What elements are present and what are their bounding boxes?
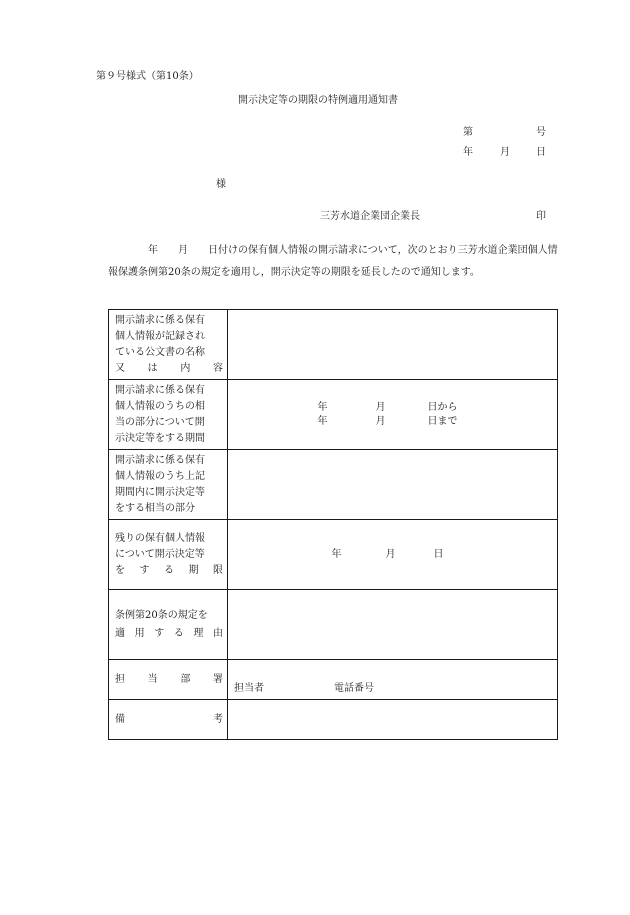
notice-body: 年 月 日付けの保有個人情報の開示請求について，次のとおり三芳水道企業団個人情報保護条例第20条の規定を適用し，開示決定等の期限を延長したので通知します。 xyxy=(108,245,558,278)
label-line: 個人情報が記録され xyxy=(115,330,205,342)
row-label-portion xyxy=(109,450,228,520)
label-char: 署 xyxy=(212,673,223,685)
from-year: 年 xyxy=(317,401,328,413)
label-line xyxy=(115,361,223,377)
department-fields xyxy=(228,682,557,699)
row-label-document xyxy=(109,310,228,380)
label-char: 由 xyxy=(212,627,223,639)
form-code: 第９号様式（第10条） xyxy=(96,71,199,82)
value-portion[interactable] xyxy=(228,450,558,520)
label-char: 当 xyxy=(147,673,158,685)
label-line: ている公文書の名称 xyxy=(115,346,205,358)
label-line xyxy=(109,672,227,688)
label-char: は xyxy=(147,362,158,374)
phone-number-label: 電話番号 xyxy=(334,683,374,694)
issue-date-month: 月 xyxy=(500,147,510,158)
addressee-honorific: 様 xyxy=(216,179,226,190)
table-row-department xyxy=(109,660,558,700)
label-char: 内 xyxy=(180,362,191,374)
label-line: 個人情報のうちの相 xyxy=(115,400,205,412)
label-char: 担 xyxy=(115,673,125,685)
to-year: 年 xyxy=(317,415,328,427)
label-char: を xyxy=(115,564,125,576)
table-row-remarks xyxy=(109,700,558,740)
from-month: 月 xyxy=(375,401,386,413)
value-deadline[interactable] xyxy=(228,520,558,590)
label-char: す xyxy=(139,564,150,576)
label-line: 残りの保有個人情報 xyxy=(115,532,205,544)
label-char: す xyxy=(154,627,165,639)
label-line: をする相当の部分 xyxy=(115,502,195,514)
row-label-deadline xyxy=(109,520,228,590)
table-row-reason xyxy=(109,590,558,660)
ref-number-suffix: 号 xyxy=(536,127,546,138)
label-line: 示決定等をする期間 xyxy=(115,432,205,444)
issue-date-day: 日 xyxy=(536,147,546,158)
label-line: 条例第20条の規定を xyxy=(115,609,208,621)
label-char: 用 xyxy=(134,627,145,639)
label-char: 適 xyxy=(115,627,125,639)
label-line: 期間内に開示決定等 xyxy=(115,486,205,498)
deadline-month: 月 xyxy=(385,548,396,560)
label-char: 又 xyxy=(115,362,125,374)
period-dates xyxy=(318,401,468,429)
label-line: 開示請求に係る保有 xyxy=(115,314,205,326)
row-label-department xyxy=(109,660,228,700)
label-char: 期 xyxy=(188,564,199,576)
label-char: 容 xyxy=(212,362,223,374)
label-line xyxy=(115,563,223,579)
row-label-period xyxy=(109,380,228,450)
label-line: について開示決定等 xyxy=(115,548,205,560)
deadline-day: 日 xyxy=(433,548,444,560)
label-line: 個人情報のうち上記 xyxy=(115,470,205,482)
label-char: る xyxy=(173,627,184,639)
label-char: 理 xyxy=(193,627,204,639)
issue-date-year: 年 xyxy=(463,147,473,158)
label-char: 考 xyxy=(213,713,223,725)
value-reason[interactable] xyxy=(228,590,558,660)
ref-number-prefix: 第 xyxy=(463,127,473,138)
to-day: 日まで xyxy=(427,415,458,427)
label-char: る xyxy=(164,564,174,576)
value-remarks[interactable] xyxy=(228,700,558,740)
document-title: 開示決定等の期限の特例適用通知書 xyxy=(238,95,398,106)
details-table xyxy=(108,309,558,740)
issuer-name: 三芳水道企業団企業長 xyxy=(320,211,420,222)
row-label-reason xyxy=(109,590,228,660)
row-label-remarks xyxy=(109,700,228,740)
deadline-year: 年 xyxy=(331,548,342,560)
table-row-portion xyxy=(109,450,558,520)
label-char: 限 xyxy=(213,564,223,576)
table-row-period xyxy=(109,380,558,450)
value-department[interactable] xyxy=(228,660,558,700)
label-line: 当の部分について開 xyxy=(115,416,205,428)
label-line xyxy=(115,625,223,643)
deadline-date xyxy=(332,548,454,562)
label-char: 備 xyxy=(115,713,125,725)
person-in-charge-label: 担当者 xyxy=(234,683,264,694)
label-line: 開示請求に係る保有 xyxy=(115,454,205,466)
value-document[interactable] xyxy=(228,310,558,380)
seal-mark: 印 xyxy=(536,211,546,222)
from-day: 日から xyxy=(427,401,458,413)
to-month: 月 xyxy=(375,415,386,427)
label-line: 開示請求に係る保有 xyxy=(115,384,205,396)
table-row-deadline xyxy=(109,520,558,590)
table-row-document xyxy=(109,310,558,380)
label-char: 部 xyxy=(180,673,191,685)
label-line xyxy=(109,712,227,728)
value-period[interactable] xyxy=(228,380,558,450)
